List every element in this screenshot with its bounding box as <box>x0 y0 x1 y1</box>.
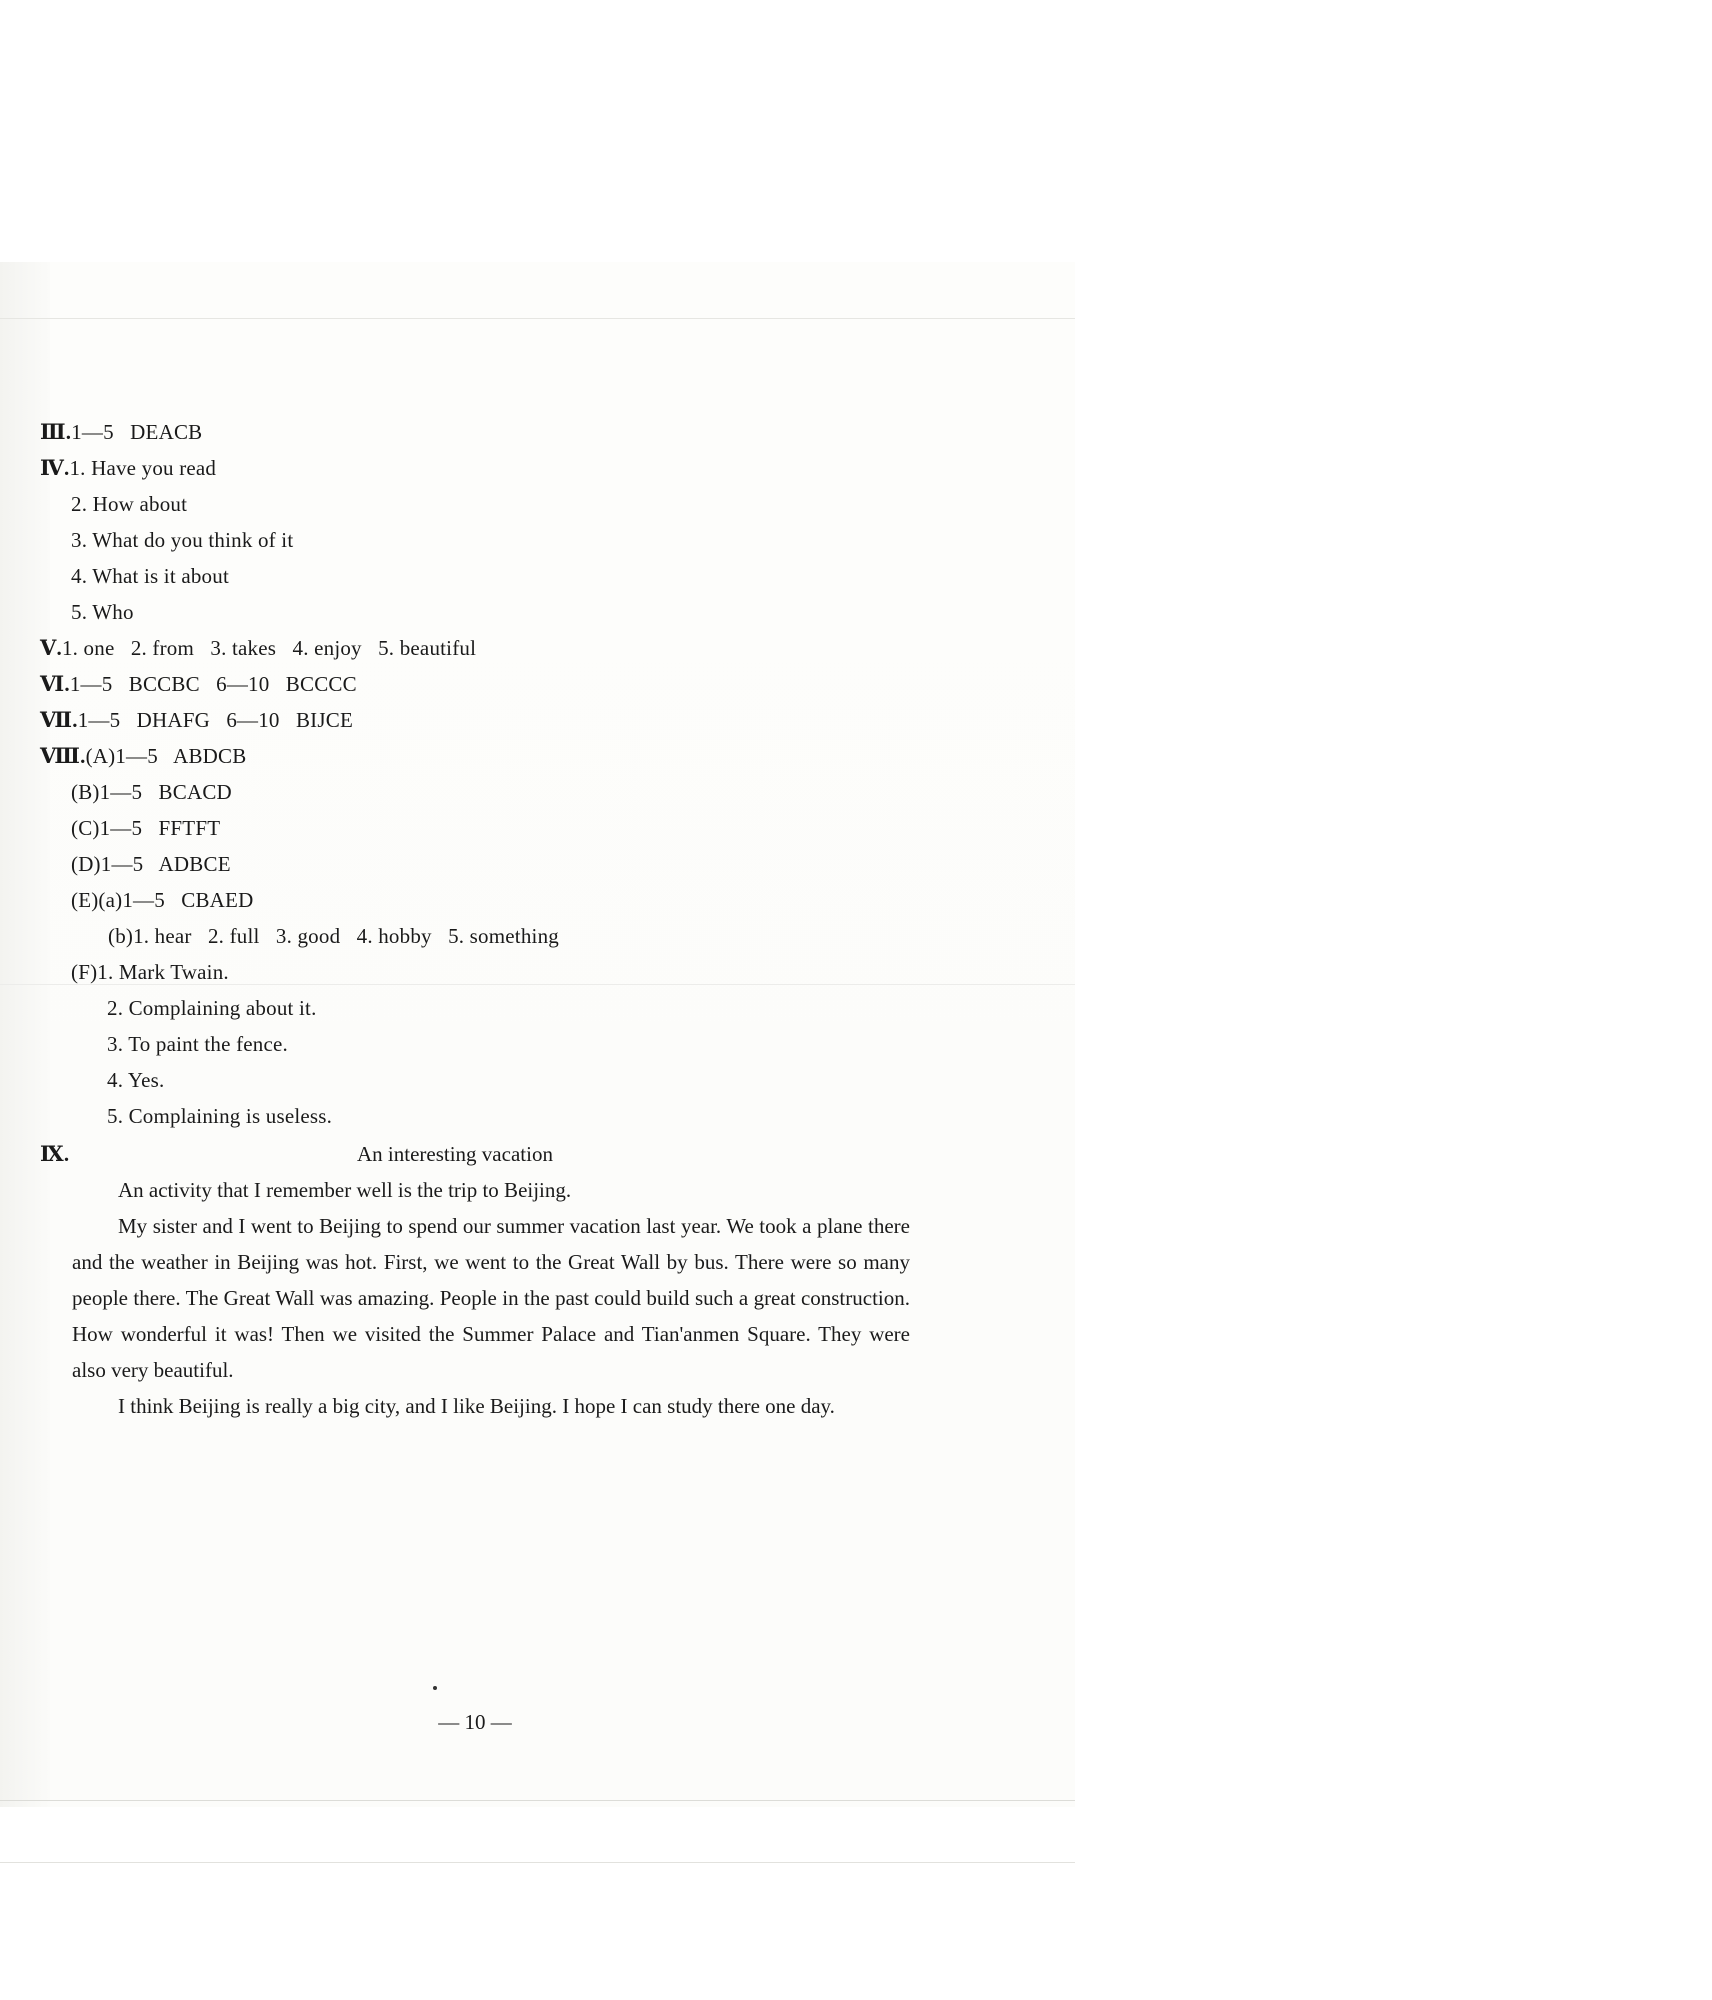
essay-paragraph <box>72 1208 910 1388</box>
section-number: Ⅸ. <box>40 1142 70 1166</box>
page-number: — 10 — <box>438 1710 512 1734</box>
answer-item: 3. What do you think of it <box>71 528 294 552</box>
section-5 <box>40 634 476 662</box>
answer-item: 4. What is it about <box>71 564 229 588</box>
essay-title: An interesting vacation <box>357 1142 553 1166</box>
section-number: Ⅷ. <box>40 744 86 768</box>
answer-item: 4. Yes. <box>107 1068 165 1092</box>
answer-item: (C)1—5 FFTFT <box>71 816 221 840</box>
answer-text: 1. one 2. from 3. takes 4. enjoy 5. beautiful <box>61 636 477 660</box>
essay-paragraph <box>72 1172 910 1208</box>
answer-item: 5. Complaining is useless. <box>107 1104 333 1128</box>
scan-edge-line <box>0 1862 1075 1863</box>
paragraph-text: My sister and I went to Beijing to spend our summer vacation last year. We took a plane there and the weather in Beijing was hot. First, we went to the Great Wall by bus. There were so many people there. The Great Wall was amazing. People in the past could build such a great construction. How wonderful it was! Then we visited the Summer Palace and Tian'anmen Square. They were also very beautiful. <box>72 1214 910 1382</box>
answer-item: 1. Have you read <box>69 456 217 480</box>
paragraph-text: An activity that I remember well is the trip to Beijing. <box>118 1178 572 1202</box>
answer-text: 1—5 DHAFG 6—10 BIJCE <box>77 708 353 732</box>
answer-item: (E)(a)1—5 CBAED <box>71 888 254 912</box>
paragraph-text: I think Beijing is really a big city, and I like Beijing. I hope I can study there one day. <box>118 1394 835 1418</box>
answer-item: 3. To paint the fence. <box>107 1032 288 1056</box>
scan-margin-shadow <box>0 262 50 1807</box>
answer-item: (D)1—5 ADBCE <box>71 852 231 876</box>
section-3 <box>40 418 202 446</box>
section-6 <box>40 670 357 698</box>
section-number: Ⅶ. <box>40 708 78 732</box>
section-number: Ⅵ. <box>40 672 70 696</box>
answer-item: (b)1. hear 2. full 3. good 4. hobby 5. something <box>108 924 559 948</box>
essay-paragraph <box>72 1388 910 1424</box>
answer-text: (A)1—5 ABDCB <box>85 744 247 768</box>
section-number: Ⅳ. <box>40 456 70 480</box>
answer-text: 1—5 DEACB <box>71 420 203 444</box>
section-number: Ⅲ. <box>40 420 72 444</box>
scan-edge-line <box>0 318 1075 319</box>
section-7 <box>40 706 353 734</box>
scan-edge-line <box>0 1800 1075 1801</box>
answer-item: (B)1—5 BCACD <box>71 780 232 804</box>
scan-speck <box>433 1686 437 1690</box>
answer-text: 1—5 BCCBC 6—10 BCCCC <box>69 672 357 696</box>
answer-item: 2. Complaining about it. <box>107 996 317 1020</box>
answer-item: 2. How about <box>71 492 188 516</box>
section-8 <box>40 742 246 770</box>
answer-item: (F)1. Mark Twain. <box>71 960 229 984</box>
answer-item: 5. Who <box>71 600 134 624</box>
section-4 <box>40 454 216 482</box>
section-number: Ⅴ. <box>40 636 62 660</box>
